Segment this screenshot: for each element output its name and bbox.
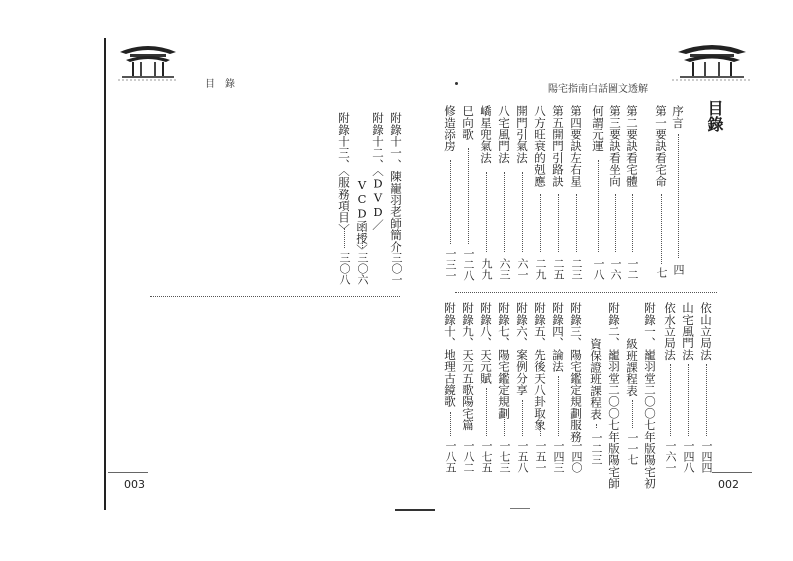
toc-entry-page: 一八 [592, 258, 605, 280]
toc-entry-label: 附錄九、天元五歌陽宅篇 [461, 302, 475, 431]
scan-mark [395, 509, 435, 511]
toc-entry-label: 附錄七、陽宅鑑定規劃 [497, 302, 511, 419]
toc-entry-page: 七 [655, 267, 668, 278]
page-divider-left [150, 296, 400, 297]
toc-entry-label: 附錄十三、〈服務項目〉 [337, 112, 351, 235]
toc-entry-label: 依水立局法 [663, 302, 677, 361]
right-folio-rule [712, 472, 752, 473]
toc-entry-label: 附錄五、先後天八卦取象 [533, 302, 547, 431]
toc-entry-label: VCD函授〉 [355, 178, 369, 256]
toc-entry-page: 二三 [570, 258, 583, 280]
toc-leader [504, 172, 505, 252]
toc-leader [632, 400, 633, 428]
toc-entry-page: 三〇一 [390, 252, 403, 285]
toc-leader [661, 194, 662, 264]
toc-entry-page: 一二八 [462, 248, 475, 281]
toc-entry-page: 六一 [516, 258, 529, 280]
toc-leader [522, 172, 523, 252]
toc-entry-page: 一六 [609, 258, 622, 280]
toc-entry-page: 六三 [498, 258, 511, 280]
toc-leader [670, 364, 671, 436]
toc-entry-label: 巳向歌 [461, 105, 475, 141]
toc-entry-label: 第三要訣看坐向 [608, 105, 622, 187]
toc-entry-page: 一七五 [480, 440, 493, 473]
toc-entry-label: 序言 [671, 105, 685, 129]
book-spine [104, 38, 106, 510]
toc-entry-label: 修造添房 [443, 105, 457, 152]
toc-entry-page: 三〇六 [356, 252, 369, 285]
toc-entry-page: 二五 [552, 258, 565, 280]
toc-leader [522, 400, 523, 436]
toc-entry-page: 一三一 [444, 248, 457, 281]
toc-entry-label: 級班課程表 [625, 338, 639, 397]
left-running-title: 目 錄 [205, 79, 235, 90]
toc-entry-page: 四 [672, 264, 685, 275]
toc-entry-label: 附錄三、陽宅鑑定規劃服務 [569, 302, 583, 443]
toc-entry-label: 八方旺衰的剋應 [533, 105, 547, 187]
toc-leader [615, 194, 616, 252]
toc-entry-label: 開門引氣法 [515, 105, 529, 164]
toc-leader [632, 194, 633, 252]
toc-entry-label: 附錄四、論法 [551, 302, 565, 373]
right-header-dot [455, 82, 458, 85]
toc-entry-page: 一八五 [444, 440, 457, 473]
toc-leader [344, 228, 345, 248]
toc-entry-label: 第一要訣看宅命 [654, 105, 668, 187]
toc-leader [558, 376, 559, 436]
toc-entry-label: 附錄十、地理古鏡歌 [443, 302, 457, 408]
toc-entry-label: 附錄十一、陳巃羽老師簡介 [389, 112, 403, 253]
left-folio-rule [108, 472, 148, 473]
toc-leader [504, 412, 505, 436]
toc-entry-page: 三〇八 [338, 252, 351, 285]
right-section-title: 目錄 [705, 100, 724, 132]
toc-entry-label: 依山立局法 [699, 302, 713, 361]
toc-leader [362, 230, 363, 248]
toc-entry-label: 第二要訣看宅體 [625, 105, 639, 187]
toc-entry-page: 一五八 [516, 440, 529, 473]
toc-entry-label: 資保證班課程表 [589, 338, 603, 420]
toc-leader [688, 364, 689, 436]
toc-leader [678, 134, 679, 258]
toc-entry-page: 一五一 [534, 440, 547, 473]
toc-entry-page: 一一七 [626, 432, 639, 465]
toc-entry-page: 一二三 [590, 432, 603, 465]
toc-leader [540, 424, 541, 436]
toc-entry-label: 附錄六、案例分享 [515, 302, 529, 396]
toc-leader [450, 160, 451, 244]
right-folio: 002 [718, 478, 739, 491]
toc-leader [450, 412, 451, 436]
toc-entry-page: 一四〇 [570, 440, 583, 473]
toc-entry-label: 第四要訣左右星 [569, 105, 583, 187]
toc-entry-label: 八宅風門法 [497, 105, 511, 164]
toc-entry-page: 一六一 [664, 440, 677, 473]
toc-entry-label: 何謂元運 [591, 105, 605, 152]
toc-entry-page: 一二 [626, 258, 639, 280]
toc-leader [486, 388, 487, 436]
toc-leader [576, 194, 577, 252]
toc-entry-page: 一四八 [682, 440, 695, 473]
toc-leader [540, 194, 541, 252]
toc-leader [706, 364, 707, 436]
toc-entry-label: 附錄十二、〈DVD／ [371, 112, 385, 231]
right-header-ornament [672, 38, 752, 83]
toc-entry-label: 第五開門引路訣 [551, 105, 565, 187]
toc-leader [596, 424, 597, 428]
page-divider-right [455, 292, 717, 293]
toc-entry-label: 附錄八、天元賦 [479, 302, 493, 384]
scan-mark [510, 508, 530, 509]
toc-entry-page: 二九 [534, 258, 547, 280]
toc-entry-page: 九九 [480, 258, 493, 280]
right-running-title: 陽宅指南白話圖文透解 [548, 84, 648, 95]
toc-entry-page: 一八二 [462, 440, 475, 473]
toc-entry-page: 一七三 [498, 440, 511, 473]
toc-entry-label: 山宅風門法 [681, 302, 695, 361]
toc-entry-label: 附錄二、巃羽堂二〇〇七年版陽宅師 [607, 302, 621, 490]
toc-leader [598, 160, 599, 252]
toc-entry-page: 一四三 [552, 440, 565, 473]
toc-leader [558, 194, 559, 252]
toc-entry-label: 附錄一、巃羽堂二〇〇七年版陽宅初 [643, 302, 657, 490]
toc-entry-label: 嶠星兜氣法 [479, 105, 493, 164]
left-header-ornament [118, 38, 178, 83]
toc-leader [486, 172, 487, 252]
toc-entry-page: 一四四 [700, 440, 713, 473]
left-folio: 003 [124, 478, 145, 491]
toc-leader [468, 148, 469, 244]
